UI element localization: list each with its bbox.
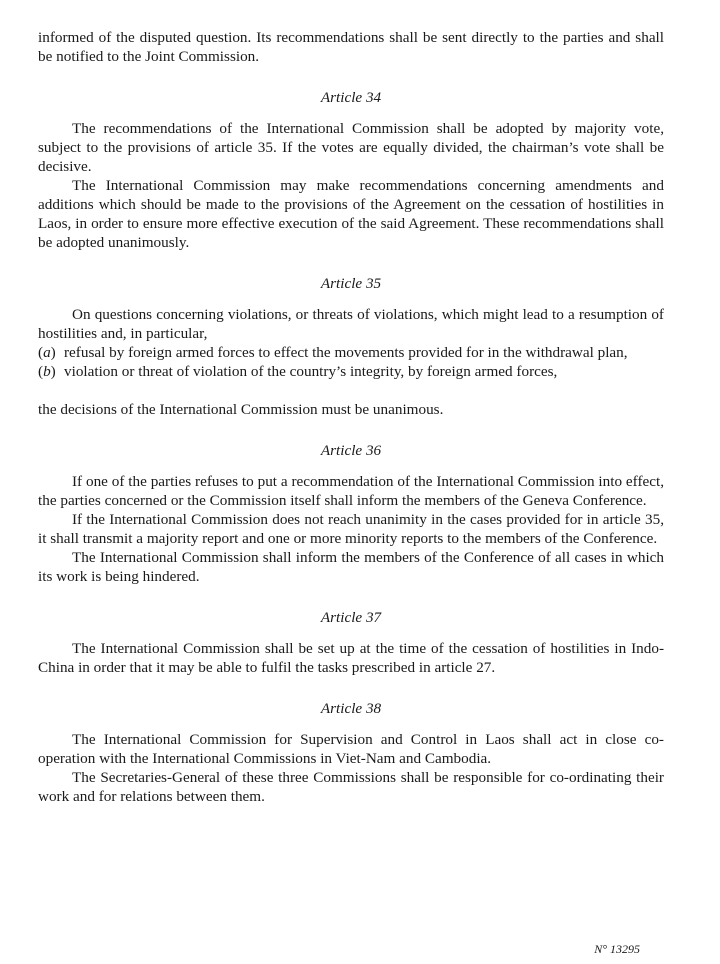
item-b-label: (b) (38, 363, 56, 380)
item-b-text: violation or threat of violation of the country’s integrity, by foreign armed forces, (64, 363, 558, 380)
article-36-paragraph-3: The International Commission shall inform the members of the Conference of all cases in which its work is being hindered. (38, 549, 664, 585)
article-35-heading: Article 35 (320, 275, 382, 292)
article-36-heading: Article 36 (320, 442, 382, 459)
article-34-paragraph-1: The recommendations of the International Commission shall be adopted by majority vote, subject to the provisions of article 35. If the votes are equally divided, the chairman’s vote shall be decisive. (38, 120, 664, 175)
intro-paragraph: informed of the disputed question. Its recommendations shall be sent directly to the parties and shall be notified to the Joint Commission. (38, 29, 664, 65)
article-37-paragraph-1: The International Commission shall be set up at the time of the cessation of hostilities in Indo-China in order that it may be able to fulfil the tasks prescribed in article 27. (38, 640, 664, 676)
article-37-heading: Article 37 (320, 609, 382, 626)
article-38-heading: Article 38 (320, 700, 382, 717)
spacer (38, 381, 664, 400)
item-a-text: refusal by foreign armed forces to effect the movements provided for in the withdrawal plan, (64, 344, 628, 361)
item-a-label: (a) (38, 344, 56, 361)
article-36-paragraph-1: If one of the parties refuses to put a recommendation of the International Commission into effect, the parties concerned or the Commission itself shall inform the members of the Geneva Conference. (38, 473, 664, 509)
article-36-paragraph-2: If the International Commission does not reach unanimity in the cases provided for in article 35, it shall transmit a majority report and one or more minority reports to the members of the Conference. (38, 511, 664, 547)
article-35-item-a (38, 343, 664, 362)
article-35-paragraph-1: On questions concerning violations, or threats of violations, which might lead to a resumption of hostilities and, in particular, (38, 306, 664, 342)
article-34-paragraph-2: The International Commission may make recommendations concerning amendments and additions which should be made to the provisions of the Agreement on the cessation of hostilities in Laos, in order to ensure more effective execution of the said Agreement. These recommendations shall be adopted unanimously. (38, 177, 664, 251)
article-35-item-b (38, 362, 664, 381)
article-35-paragraph-2: the decisions of the International Commission must be unanimous. (38, 401, 444, 418)
article-38-paragraph-2: The Secretaries-General of these three Commissions shall be responsible for co-ordinating their work and for relations between them. (38, 769, 664, 805)
article-38-paragraph-1: The International Commission for Supervision and Control in Laos shall act in close co-operation with the International Commissions in Viet-Nam and Cambodia. (38, 731, 664, 767)
document-number: N° 13295 (594, 942, 640, 956)
document-page (38, 28, 664, 806)
article-34-heading: Article 34 (320, 89, 382, 106)
